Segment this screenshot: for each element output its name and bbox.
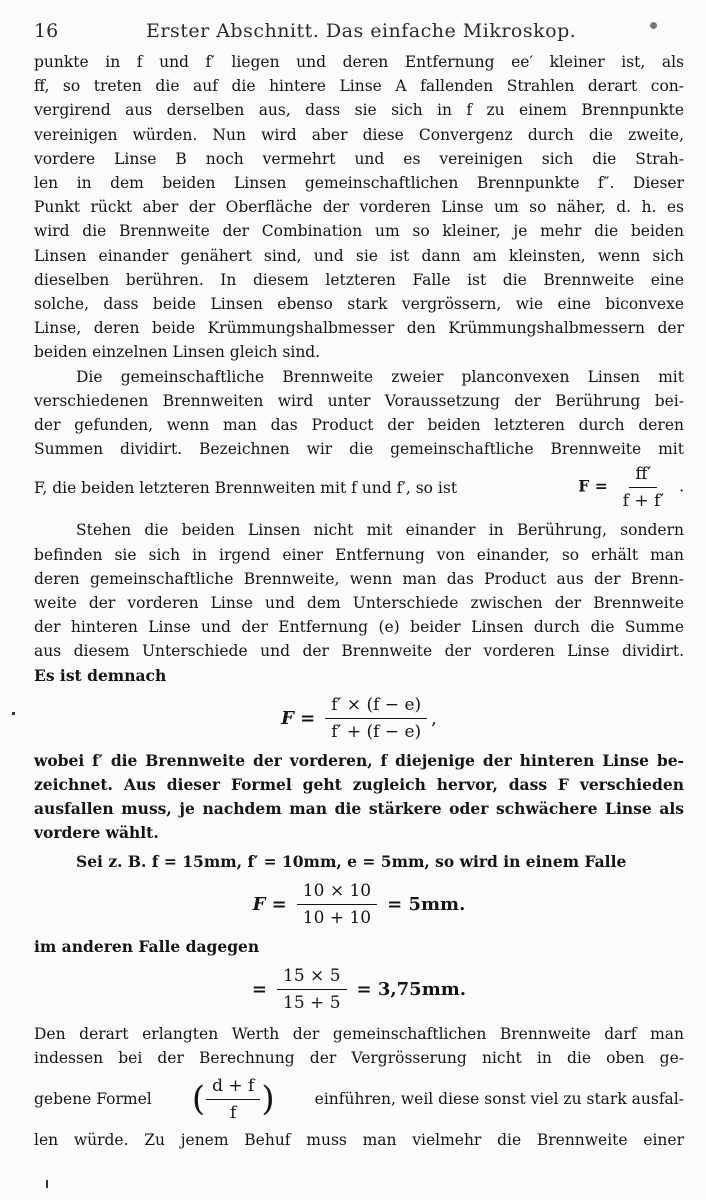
text-line: deren gemeinschaftliche Brennweite, wenn man das Product aus der Brenn-: [34, 569, 684, 588]
text-line: Punkt rückt aber der Oberfläche der vorderen Linse um so näher, d. h. es: [34, 198, 684, 217]
text-line: beiden einzelnen Linsen gleich sind.: [34, 343, 321, 362]
text-line: len würde. Zu jenem Behuf muss man vielmehr die Brennweite einer: [34, 1130, 684, 1149]
text-line: im anderen Falle dagegen: [34, 936, 260, 956]
formula-lhs: =: [251, 979, 268, 1001]
formula-distance: [34, 694, 684, 743]
text-fragment: einführen, weil diese sonst viel zu stark ausfal-: [314, 1090, 684, 1108]
formula-result: = 3,75mm.: [356, 979, 467, 1001]
text-line: solche, dass beide Linsen ebenso stark vergrössern, wie eine biconvexe: [34, 295, 684, 314]
text-line: Summen dividirt. Bezeichnen wir die gemeinschaftliche Brennweite mit: [34, 440, 684, 459]
formula-result: = 5mm.: [387, 893, 466, 915]
formula-lhs: F =: [578, 476, 608, 496]
fraction: [617, 463, 671, 512]
text-line: indessen bei der Berechnung der Vergrösserung nicht in die oben ge-: [34, 1049, 684, 1068]
formula-example-1: [34, 880, 684, 929]
formula-lhs: F =: [281, 707, 316, 729]
text-line: ff, so treten die auf die hintere Linse A fallenden Strahlen derart con-: [34, 77, 684, 96]
text-line: Linsen einander genähert sind, und sie ist dann am kleinsten, wenn sich: [34, 246, 684, 265]
denominator: f′ + (f − e): [331, 721, 422, 742]
text-line: Es ist demnach: [34, 665, 167, 685]
denominator: 10 + 10: [302, 907, 372, 928]
numerator: f′ × (f − e): [325, 694, 427, 719]
formula-combined-focal-length: [578, 463, 684, 512]
right-paren: ): [261, 1079, 275, 1119]
text-line: weite der vorderen Linse und dem Unterschiede zwischen der Brennweite: [34, 594, 684, 613]
text-line: befinden sie sich in irgend einer Entfernung von einander, so erhält man: [34, 545, 684, 564]
fraction: [277, 965, 347, 1014]
denominator: f + f′: [622, 491, 665, 512]
numerator: ff′: [629, 463, 657, 488]
text-line: aus diesem Unterschiede und der Brennweite der vorderen Linse dividirt.: [34, 642, 684, 661]
example-line: Sei z. B. f = 15mm, f′ = 10mm, e = 5mm, so wird in einem Falle: [76, 851, 627, 871]
paragraph-1: [34, 50, 684, 365]
fraction: [325, 694, 427, 743]
text-line: ausfallen muss, je nachdem man die stärkere oder schwächere Linse als: [34, 799, 684, 819]
text-line: Die gemeinschaftliche Brennweite zweier planconvexen Linsen mit: [76, 367, 684, 386]
paragraph-7: [34, 1022, 684, 1152]
formula-magnification: [191, 1075, 276, 1124]
text-line: F, die beiden letzteren Brennweiten mit f und f′, so ist: [34, 478, 458, 497]
paragraph-3: [34, 518, 684, 687]
formula-end: ,: [431, 707, 437, 729]
text-line: Stehen die beiden Linsen nicht mit einander in Berührung, sondern: [76, 521, 684, 540]
running-header: [34, 14, 684, 50]
inline-formula-line: [34, 463, 684, 512]
denominator: 15 + 5: [283, 993, 341, 1014]
page-number: 16: [34, 20, 59, 42]
text-line: verschiedenen Brennweiten wird unter Voraussetzung der Berührung bei-: [34, 391, 684, 410]
text-line: zeichnet. Aus dieser Formel geht zugleich hervor, dass F verschieden: [34, 775, 684, 795]
text-line: vordere wählt.: [34, 823, 159, 843]
fraction: [206, 1075, 260, 1124]
left-paren: (: [191, 1079, 206, 1119]
text-fragment: gebene Formel: [34, 1090, 152, 1108]
inline-formula-line: [34, 1075, 684, 1124]
running-title: Erster Abschnitt. Das einfache Mikroskop.: [146, 20, 577, 42]
paragraph-2: [34, 365, 684, 513]
stray-mark: [12, 712, 15, 715]
text-line: wobei f′ die Brennweite der vorderen, f diejenige der hinteren Linse be-: [34, 750, 684, 770]
denominator: f: [230, 1102, 237, 1123]
stray-mark: [46, 1180, 48, 1188]
text-line: len in dem beiden Linsen gemeinschaftlichen Brennpunkte f″. Dieser: [34, 174, 684, 193]
text-line: Linse, deren beide Krümmungshalbmesser den Krümmungshalbmessern der: [34, 319, 684, 338]
text-line: Den derart erlangten Werth der gemeinschaftlichen Brennweite darf man: [34, 1025, 684, 1044]
text-line: vergirend aus derselben aus, dass sie sich in f zu einem Brennpunkte: [34, 101, 684, 120]
fraction: [297, 880, 377, 929]
paragraph-4: [34, 749, 684, 846]
numerator: 10 × 10: [297, 880, 377, 905]
ink-spot: [650, 22, 657, 29]
text-line: dieselben berühren. In diesem letzteren Falle ist die Brennweite eine: [34, 270, 684, 289]
formula-lhs: F =: [252, 893, 287, 915]
formula-end: .: [679, 477, 684, 496]
numerator: d + f: [206, 1075, 260, 1100]
text-line: wird die Brennweite der Combination um so kleiner, je mehr die beiden: [34, 222, 684, 241]
formula-example-2: [34, 965, 684, 1014]
text-line: der gefunden, wenn man das Product der beiden letzteren durch deren: [34, 416, 684, 435]
numerator: 15 × 5: [277, 965, 347, 990]
text-line: vereinigen würden. Nun wird aber diese Convergenz durch die zweite,: [34, 125, 684, 144]
text-line: punkte in f und f′ liegen und deren Entfernung ee′ kleiner ist, als: [34, 53, 684, 71]
text-line: vordere Linse B noch vermehrt und es vereinigen sich die Strah-: [34, 149, 684, 168]
text-line: der hinteren Linse und der Entfernung (e) beider Linsen durch die Summe: [34, 618, 684, 637]
